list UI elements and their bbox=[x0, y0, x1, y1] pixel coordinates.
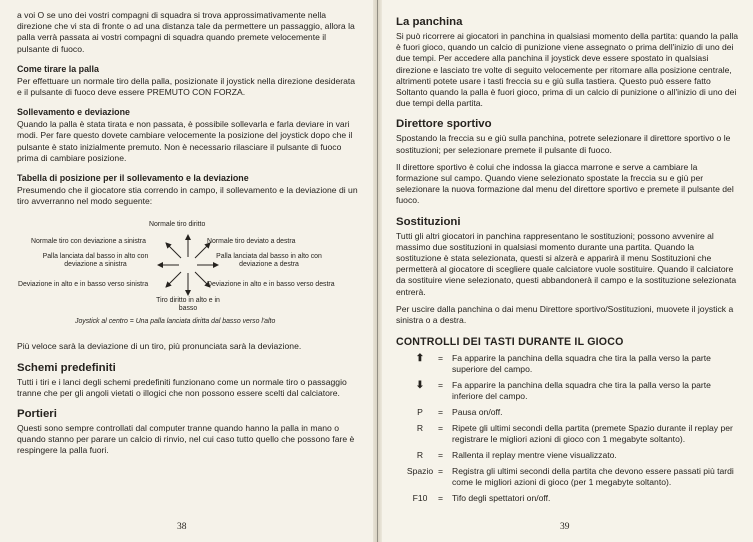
key-description: Rallenta il replay mentre viene visualizzato. bbox=[452, 450, 617, 461]
key-row bbox=[402, 407, 739, 418]
label-lower-right: Deviazione in alto e in basso verso destra bbox=[207, 281, 335, 289]
key-description: Fa apparire la panchina della squadra che tira la palla verso la parte inferiore del campo. bbox=[452, 380, 711, 402]
key-description: Ripete gli ultimi secondi della partita (premete Spazio durante il replay per registrare le migliori azioni di gioco con 1 megabyte soltanto). bbox=[452, 423, 733, 445]
key-equals: = bbox=[438, 466, 444, 477]
joystick-diagram bbox=[17, 213, 359, 335]
right-page bbox=[382, 0, 753, 542]
key-controls-list bbox=[402, 353, 739, 504]
substitutions-paragraph-1: Tutti gli altri giocatori in panchina rappresentano le sostituzioni; possono avvenire al massimo due sostituzioni in qualsiasi momento durante una partita. Quando la sostituzione è stata selezionata, questi si alzerà e apparirà il menu Sostituzioni che permetterà al giocatore di scegliere quale calciatore vuole sostituire. Quando il calciatore da sostituire viene selezionato, questi abbandonerà il campo e la sostituzione selezionata entrerà. bbox=[396, 230, 737, 297]
goalkeepers-paragraph: Questi sono sempre controllati dal computer tranne quando hanno la palla in mano o quando stanno per parare un calcio di rinvio, nel cui caso tutto quello che possono fare è respingere la palla fuori. bbox=[17, 423, 355, 456]
bench-paragraph: Si può ricorrere ai giocatori in panchina in qualsiasi momento della partita: quando la palla è fuori gioco, quando un calcio di punizione viene assegnato o prima dell'inizio di uno dei due tempi. Per accedere alla panchina il joystick deve essere spostato in qualsiasi direzione e lasciato tre volte di seguito velocemente per ritornare alla posizione centrale, altrimenti potete usare i tasti freccia su e giù sulla tastiera. Questo può essere fatto Soltanto quando la palla è fuori gioco, prima di un calcio di punizione o all'inizio di uno dei due tempi della partita. bbox=[396, 31, 739, 109]
label-mid-right: Palla lanciata dal basso in alto con deviazione a destra bbox=[216, 253, 322, 269]
key-description: Fa apparire la panchina della squadra che tira la palla verso la parte superiore del campo. bbox=[452, 353, 711, 375]
label-lower-left: Deviazione in alto e in basso verso sinistra bbox=[18, 281, 149, 289]
key-description: Registra gli ultimi secondi della partita che devono essere passati più tardi come le migliori azioni di gioco (per 1 megabyte soltanto). bbox=[452, 466, 734, 488]
key-equals: = bbox=[438, 407, 444, 418]
label-mid-left: Palla lanciata dal basso in alto con deviazione a sinistra bbox=[42, 253, 149, 269]
key-equals: = bbox=[438, 353, 444, 364]
left-page bbox=[0, 0, 373, 542]
manager-paragraph-2: Il direttore sportivo è colui che indossa la giacca marrone e serve a cambiare la formazione sul campo. Quando viene selezionato spostate la freccia su e giù per selezionare la nuova formazione dal menu del direttore sportivo e premete il pulsante del fuoco. bbox=[396, 161, 734, 206]
manager-paragraph-1: Spostando la freccia su e giù sulla panchina, potrete selezionare il direttore sportivo o le sostituzioni; per selezionare premete il pulsante di fuoco. bbox=[396, 133, 731, 155]
page-number-right: 39 bbox=[560, 522, 570, 532]
key-row bbox=[402, 493, 739, 504]
intro-paragraph: a voi O se uno dei vostri compagni di squadra si trova approssimativamente nella direzione che vi sta di fronte o ad una distanza tale da permettere un passaggio, allora la palla verrà passata ai vostri compagni di squadra quando premete velocemente il pulsante di fuoco. bbox=[17, 10, 355, 54]
set-pieces-paragraph: Tutti i tiri e i lanci degli schemi predefiniti funzionano come un normale tiro o passaggio tranne che per gli angoli vietati o illogici che non possono essere scelti dal calciatore. bbox=[17, 376, 347, 398]
position-table-paragraph: Presumendo che il giocatore stia correndo in campo, il sollevamento e la deviazione di un tiro avverranno nel modo seguente: bbox=[17, 185, 358, 207]
arrow-down-key-icon: ⬇ bbox=[415, 380, 425, 392]
shooting-paragraph: Per effettuare un normale tiro della palla, posizionate il joystick nella direzione desiderata e il pulsante di fuoco deve essere PREMUTO CON FORZA. bbox=[17, 75, 356, 98]
key-label: R bbox=[416, 450, 424, 461]
key-label: F10 bbox=[412, 493, 428, 504]
key-row bbox=[402, 466, 739, 488]
key-label: P bbox=[417, 407, 423, 418]
section-heading-key-controls: CONTROLLI DEI TASTI DURANTE IL GIOCO bbox=[396, 336, 624, 349]
section-heading-lift-deviation: Sollevamento e deviazione bbox=[17, 107, 130, 118]
key-row bbox=[402, 380, 739, 402]
section-heading-position-table: Tabella di posizione per il sollevamento e la deviazione bbox=[17, 173, 249, 184]
key-label: Spazio bbox=[406, 466, 434, 477]
deviation-note: Più veloce sarà la deviazione di un tiro, più pronunciata sarà la deviazione. bbox=[17, 341, 302, 352]
book-gutter bbox=[373, 0, 382, 542]
arrow-up-key-icon: ⬆ bbox=[415, 353, 425, 365]
key-equals: = bbox=[438, 450, 444, 461]
diagram-caption: Joystick al centro = Una palla lanciata diritta dal basso verso l'alto bbox=[75, 318, 276, 326]
key-row bbox=[402, 423, 739, 445]
arrow-down-left bbox=[166, 272, 181, 287]
page-number-left: 38 bbox=[177, 522, 187, 532]
label-upper-left: Normale tiro con deviazione a sinistra bbox=[31, 238, 146, 246]
key-label: R bbox=[416, 423, 424, 434]
key-equals: = bbox=[438, 380, 444, 391]
arrow-up-left bbox=[166, 243, 181, 258]
key-equals: = bbox=[438, 493, 444, 504]
section-heading-goalkeepers: Portieri bbox=[17, 408, 57, 421]
lift-deviation-paragraph: Quando la palla è stata tirata e non passata, è possibile sollevarla e farla deviare in vari modi. Per fare questo dovete cambiare velocemente la posizione del joystick dopo che il pulsante è stato inizialmente premuto. Non è necessario rilasciare il pulsante di fuoco prima di cambiare posizione. bbox=[17, 119, 353, 163]
section-heading-manager: Direttore sportivo bbox=[396, 118, 492, 131]
section-heading-substitutions: Sostituzioni bbox=[396, 215, 461, 228]
substitutions-paragraph-2: Per uscire dalla panchina o dai menu Direttore sportivo/Sostituzioni, muovete il joystick a sinistra o a destra. bbox=[396, 303, 734, 326]
section-heading-set-pieces: Schemi predefiniti bbox=[17, 361, 116, 374]
key-row bbox=[402, 450, 739, 461]
key-row bbox=[402, 353, 739, 375]
key-description: Pausa on/off. bbox=[452, 407, 503, 418]
key-description: Tifo degli spettatori on/off. bbox=[452, 493, 551, 504]
section-heading-shooting: Come tirare la palla bbox=[17, 63, 99, 74]
label-upper-right: Normale tiro deviato a destra bbox=[207, 238, 296, 246]
joystick-arrows bbox=[17, 213, 359, 335]
label-bottom: Tiro diritto in alto e in basso bbox=[156, 297, 220, 313]
section-heading-bench: La panchina bbox=[396, 16, 463, 28]
key-equals: = bbox=[438, 423, 444, 434]
label-top: Normale tiro diritto bbox=[149, 221, 206, 229]
